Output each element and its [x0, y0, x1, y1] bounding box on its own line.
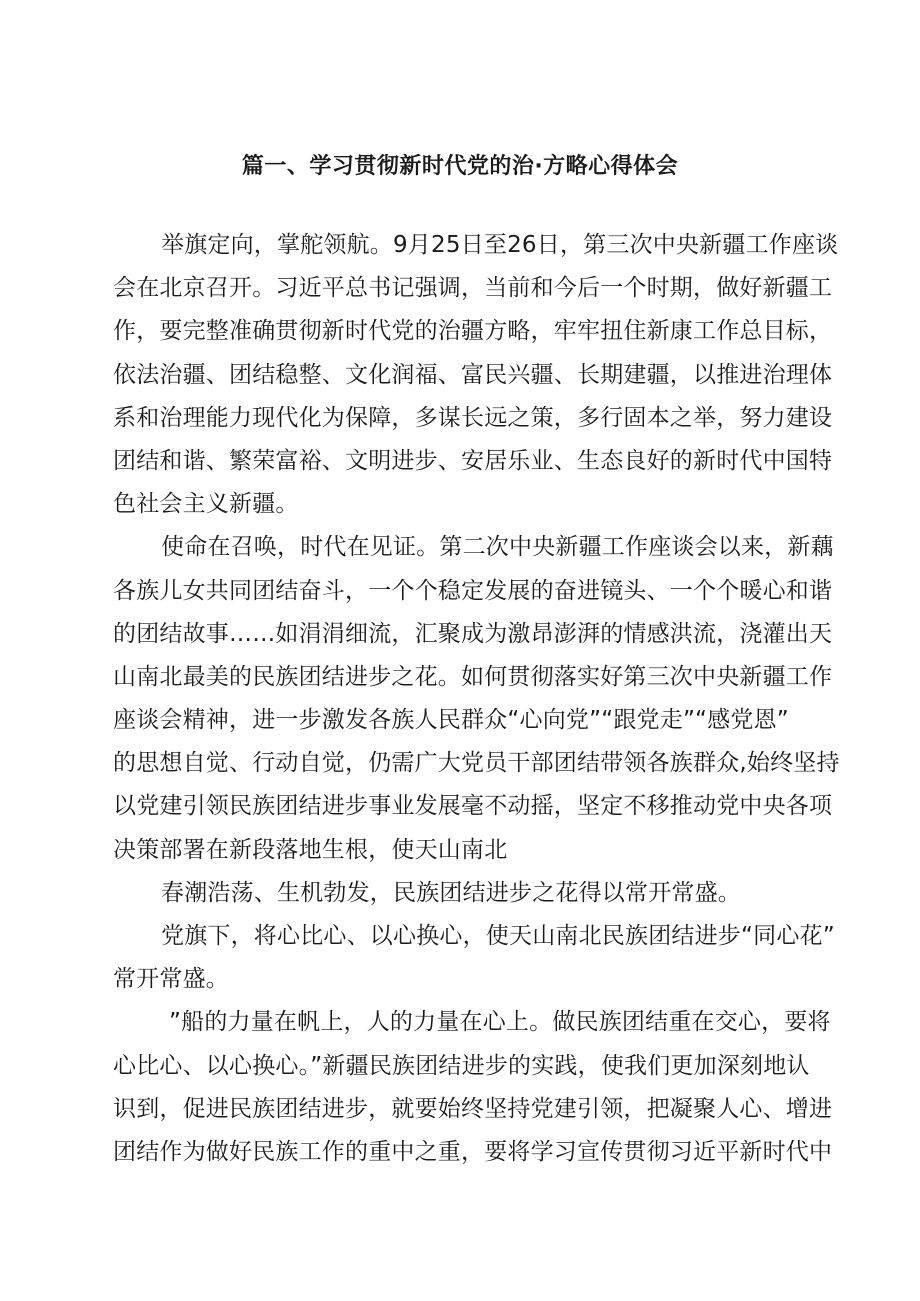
paragraph-line: 系和治理能力现代化为保障，多谋长远之策，多行固本之举，努力建设: [113, 404, 833, 431]
paragraph-line: 党旗下，将心比心、以心换心，使天山南北民族团结进步“同心花”: [161, 923, 835, 949]
paragraph-line: 团结作为做好民族工作的重中之重，要将学习宣传贯彻习近平新时代中: [113, 1138, 833, 1165]
paragraph-line: 的思想自觉、行动自觉，仍需广大党员干部团结带领各族群众,始终坚持: [113, 750, 840, 777]
paragraph-line: 使命在召唤，时代在见证。第二次中央新疆工作座谈会以来，新藕: [161, 534, 834, 561]
paragraph-line: 举旗定向，掌舵领航。9月25日至26日，第三次中央新疆工作座谈: [161, 232, 839, 258]
paragraph-line: 常开常盛。: [113, 966, 229, 993]
paragraph-line: 团结和谐、繁荣富裕、文明进步、安居乐业、生态良好的新时代中国特: [113, 447, 833, 474]
paragraph-line: 以党建引领民族团结进步事业发展毫不动摇，坚定不移推动党中央各项: [113, 793, 833, 820]
document-title: 篇一、学习贯彻新时代党的治·方略心得体会: [241, 154, 679, 179]
paragraph-line: 色社会主义新疆。: [113, 491, 299, 518]
paragraph-line: 依法治疆、团结稳整、文化润福、富民兴疆、长期建疆，以推进治理体: [113, 361, 833, 388]
paragraph-line: 识到，促进民族团结进步，就要始终坚持党建引领，把凝聚人心、增进: [113, 1095, 833, 1122]
paragraph-line: ”船的力量在帆上，人的力量在心上。做民族团结重在交心，要将: [169, 1009, 831, 1036]
paragraph-line: 决策部署在新段落地生根，使天山南北: [113, 836, 508, 863]
paragraph-line: 春潮浩荡、生机勃发，民族团结进步之花得以常开常盛。: [161, 879, 741, 906]
paragraph-line: 山南北最美的民族团结进步之花。如何贯彻落实好第三次中央新疆工作: [113, 663, 833, 690]
paragraph-line: 的团结故事……如涓涓细流，汇聚成为激昂澎湃的情感洪流，浇灌出天: [113, 620, 833, 647]
document-body: [113, 224, 840, 1174]
paragraph-line: 座谈会精神，进一步激发各族人民群众“心向党”“跟党走”“感党恩”: [113, 707, 789, 734]
paragraph-line: 作，要完整准确贯彻新时代党的治疆方略，牢牢扭住新康工作总目标，: [113, 318, 833, 345]
paragraph-line: 各族儿女共同团结奋斗，一个个稳定发展的奋进镜头、一个个暖心和谐: [113, 577, 833, 604]
paragraph-line: 心比心、以心换心。”新疆民族团结进步的实践，使我们更加深刻地认: [113, 1052, 810, 1079]
paragraph-line: 会在北京召开。习近平总书记强调，当前和今后一个时期，做好新疆工: [113, 275, 833, 302]
